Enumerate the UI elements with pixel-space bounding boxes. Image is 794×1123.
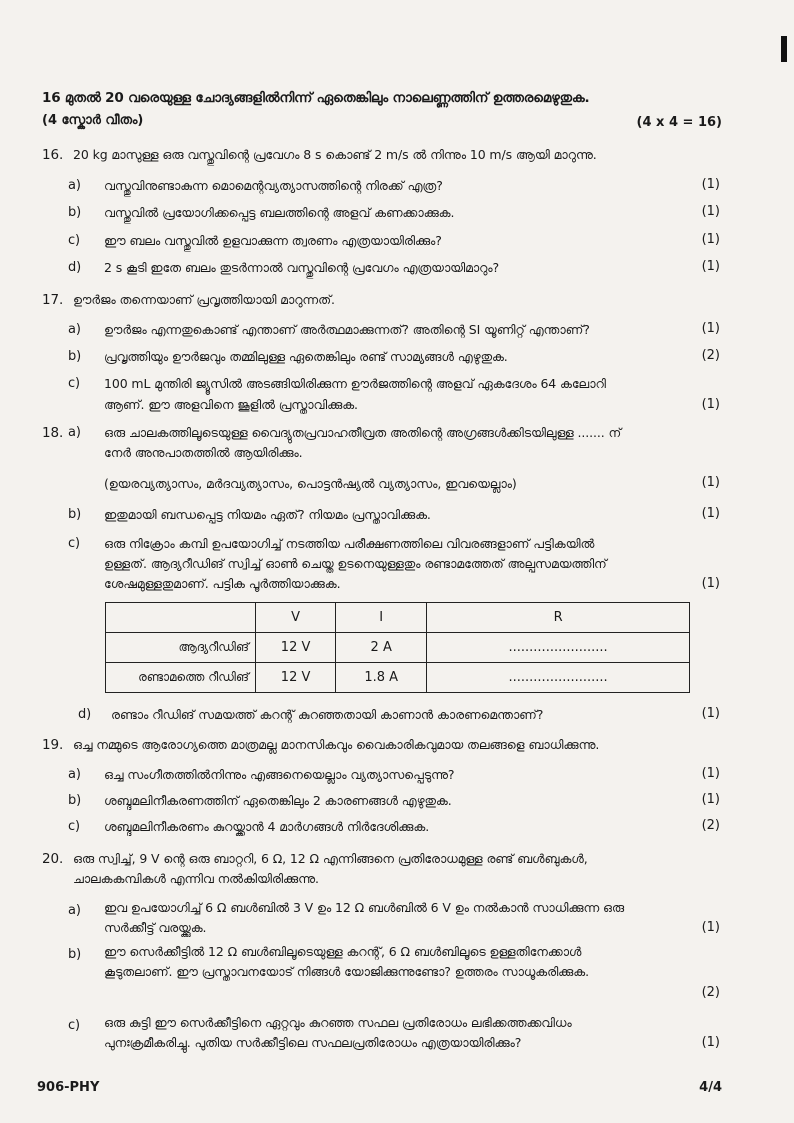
q20c-line1: ഒരു കുട്ടി ഈ സെർക്കീട്ടിനെ ഏറ്റവും കുറഞ്ഞ സഫല പ്രതിരോധം ലഭിക്കത്തക്കവിധം xyxy=(104,1015,572,1030)
q16b-marks: (1) xyxy=(701,204,720,219)
q18b-label: b) xyxy=(68,507,82,522)
q20b-marks: (2) xyxy=(701,985,720,1000)
q18b-text: ഇതുമായി ബന്ധപ്പെട്ട നിയമം ഏത്? നിയമം പ്രസ്താവിക്കുക. xyxy=(104,507,431,522)
q17-number: 17. xyxy=(42,292,64,308)
q19c-label: c) xyxy=(68,819,81,834)
q16c-marks: (1) xyxy=(701,232,720,247)
q16d-marks: (1) xyxy=(701,259,720,274)
q16d-label: d) xyxy=(68,260,82,275)
q16b-label: b) xyxy=(68,205,82,220)
q20b-line1: ഈ സെർക്കീട്ടിൽ 12 Ω ബൾബിലൂടെയുള്ള കറന്റ്, 6 Ω ബൾബിലൂടെ ഉള്ളതിനേക്കാൾ xyxy=(104,944,582,959)
q20a-label: a) xyxy=(68,903,81,918)
q18c-marks: (1) xyxy=(701,576,720,591)
q18c-line3: ശേഷമുള്ളതുമാണ്. പട്ടിക പൂർത്തിയാക്കുക. xyxy=(104,576,341,591)
table-header-r: R xyxy=(427,603,690,633)
page-number: 4/4 xyxy=(699,1080,722,1095)
q17a-label: a) xyxy=(68,322,81,337)
q18a-line1: ഒരു ചാലകത്തിലൂടെയുള്ള വൈദ്യുതപ്രവാഹതീവ്രത അതിന്റെ അഗ്രങ്ങൾക്കിടയിലുള്ള ....... ന് xyxy=(104,425,622,440)
table-cell-r: ........................ xyxy=(427,633,690,663)
q18a-line2: നേർ അനുപാതത്തിൽ ആയിരിക്കും. xyxy=(104,445,303,460)
q19-number: 19. xyxy=(42,737,64,753)
paper-code: 906-PHY xyxy=(37,1080,100,1095)
q19c-text: ശബ്ദമലിനീകരണം കുറയ്ക്കാൻ 4 മാർഗങ്ങൾ നിർദേശിക്കുക. xyxy=(104,819,430,834)
score-note: (4 സ്കോർ വീതം) xyxy=(42,113,144,128)
reading-table xyxy=(105,602,690,693)
q19a-text: ഒച്ച സംഗീതത്തിൽനിന്നും എങ്ങനെയെല്ലാം വ്യത്യാസപ്പെടുന്നു? xyxy=(104,767,455,782)
q17a-marks: (1) xyxy=(701,321,720,336)
table-row-label: രണ്ടാമത്തെ റീഡിങ് xyxy=(106,663,256,693)
q20-stem-line1: ഒരു സ്വിച്ച്, 9 V ന്റെ ഒരു ബാറ്ററി, 6 Ω, 12 Ω എന്നിങ്ങനെ പ്രതിരോധമുള്ള രണ്ട് ബൾബുകൾ, xyxy=(73,851,588,866)
q19a-marks: (1) xyxy=(701,766,720,781)
q17c-line1: 100 mL മുന്തിരി ജ്യൂസിൽ അടങ്ങിയിരിക്കുന്ന ഊർജത്തിന്റെ അളവ് ഏകദേശം 64 കലോറി xyxy=(104,376,606,391)
table-header-i: I xyxy=(336,603,427,633)
q16a-label: a) xyxy=(68,178,81,193)
q18a-options: (ഉയരവ്യത്യാസം, മർദവ്യത്യാസം, പൊട്ടൻഷ്യൽ വ്യത്യാസം, ഇവയെല്ലാം) xyxy=(104,476,517,491)
table-header-row xyxy=(106,603,690,633)
q20a-marks: (1) xyxy=(701,920,720,935)
q17a-text: ഊർജം എന്നതുകൊണ്ട് എന്താണ് അർത്ഥമാക്കുന്നത്? അതിന്റെ SI യൂണിറ്റ് എന്താണ്? xyxy=(104,322,590,337)
q16-stem: 20 kg മാസുള്ള ഒരു വസ്തുവിന്റെ പ്രവേഗം 8 s കൊണ്ട് 2 m/s ൽ നിന്നും 10 m/s ആയി മാറുന്നു. xyxy=(73,147,597,162)
table-row xyxy=(106,663,690,693)
q18c-line2: ഉള്ളത്. ആദ്യറീഡിങ് സ്വിച്ച് ഓൺ ചെയ്ത ഉടനെയുള്ളതും രണ്ടാമത്തേത് അല്പസമയത്തിന് xyxy=(104,556,607,571)
q20b-line2: കൂടുതലാണ്. ഈ പ്രസ്താവനയോട് നിങ്ങൾ യോജിക്കുന്നുണ്ടോ? ഉത്തരം സാധൂകരിക്കുക. xyxy=(104,964,589,979)
q20-stem-line2: ചാലകകമ്പികൾ എന്നിവ നൽകിയിരിക്കുന്നു. xyxy=(73,871,319,886)
table-corner-cell xyxy=(106,603,256,633)
q18b-marks: (1) xyxy=(701,506,720,521)
q20b-label: b) xyxy=(68,947,82,962)
q17b-label: b) xyxy=(68,349,82,364)
q20a-line2: സർക്കീട്ട് വരയ്ക്കുക. xyxy=(104,920,207,935)
q20a-line1: ഇവ ഉപയോഗിച്ച് 6 Ω ബൾബിൽ 3 V ഉം 12 Ω ബൾബിൽ 6 V ഉം നൽകാൻ സാധിക്കുന്ന ഒരു xyxy=(104,900,625,915)
q18-number: 18. xyxy=(42,425,64,441)
table-row xyxy=(106,633,690,663)
table-cell-v: 12 V xyxy=(256,633,336,663)
q18c-line1: ഒരു നിക്രോം കമ്പി ഉപയോഗിച്ച് നടത്തിയ പരീക്ഷണത്തിലെ വിവരങ്ങളാണ് പട്ടികയിൽ xyxy=(104,536,595,551)
total-score: (4 x 4 = 16) xyxy=(636,115,722,130)
q17c-line2: ആണ്. ഈ അളവിനെ ജൂളിൽ പ്രസ്താവിക്കുക. xyxy=(104,397,358,412)
q17c-marks: (1) xyxy=(701,397,720,412)
q20c-marks: (1) xyxy=(701,1035,720,1050)
table-header-v: V xyxy=(256,603,336,633)
table-cell-v: 12 V xyxy=(256,663,336,693)
q19b-text: ശബ്ദമലിനീകരണത്തിന് ഏതെങ്കിലും 2 കാരണങ്ങൾ എഴുതുക. xyxy=(104,793,452,808)
q16d-text: 2 s കൂടി ഇതേ ബലം തുടർന്നാൽ വസ്തുവിന്റെ പ്രവേഗം എത്രയായിമാറും? xyxy=(104,260,500,275)
q18d-marks: (1) xyxy=(701,706,720,721)
q19-stem: ഒച്ച നമ്മുടെ ആരോഗ്യത്തെ മാത്രമല്ല മാനസികവും വൈകാരികവുമായ തലങ്ങളെ ബാധിക്കുന്നു. xyxy=(73,737,600,752)
table-cell-i: 1.8 A xyxy=(336,663,427,693)
q16c-text: ഈ ബലം വസ്തുവിൽ ഉളവാക്കുന്ന ത്വരണം എത്രയായിരിക്കും? xyxy=(104,233,442,248)
q20c-label: c) xyxy=(68,1018,81,1033)
q17b-marks: (2) xyxy=(701,348,720,363)
q16-number: 16. xyxy=(42,147,64,163)
q19b-marks: (1) xyxy=(701,792,720,807)
table-row-label: ആദ്യറീഡിങ് xyxy=(106,633,256,663)
q16a-marks: (1) xyxy=(701,177,720,192)
q19b-label: b) xyxy=(68,793,82,808)
q20-number: 20. xyxy=(42,851,64,867)
q16a-text: വസ്തുവിനുണ്ടാകുന്ന മൊമെന്റവ്യത്യാസത്തിന്റെ നിരക്ക് എത്ര? xyxy=(104,178,443,193)
q18c-label: c) xyxy=(68,536,81,551)
q17b-text: പ്രവൃത്തിയും ഊർജവും തമ്മിലുള്ള ഏതെങ്കിലും രണ്ട് സാമ്യങ്ങൾ എഴുതുക. xyxy=(104,349,508,364)
q16b-text: വസ്തുവിൽ പ്രയോഗിക്കപ്പെട്ട ബലത്തിന്റെ അളവ് കണക്കാക്കുക. xyxy=(104,205,455,220)
q18a-label: a) xyxy=(68,425,81,440)
section-instruction: 16 മുതൽ 20 വരെയുള്ള ചോദ്യങ്ങളിൽനിന്ന് ഏതെങ്കിലും നാലെണ്ണത്തിന് ഉത്തരമെഴുതുക. xyxy=(42,90,590,106)
q19a-label: a) xyxy=(68,767,81,782)
q19c-marks: (2) xyxy=(701,818,720,833)
q20c-line2: പുനഃക്രമീകരിച്ചു. പുതിയ സർക്കീട്ടിലെ സഫലപ്രതിരോധം എത്രയായിരിക്കും? xyxy=(104,1035,522,1050)
q18a-marks: (1) xyxy=(701,475,720,490)
table-cell-r: ........................ xyxy=(427,663,690,693)
q16c-label: c) xyxy=(68,233,81,248)
table-cell-i: 2 A xyxy=(336,633,427,663)
registration-mark xyxy=(781,36,787,62)
q17c-label: c) xyxy=(68,376,81,391)
q18d-label: d) xyxy=(78,707,92,722)
q17-stem: ഊർജം തന്നെയാണ് പ്രവൃത്തിയായി മാറുന്നത്. xyxy=(73,292,335,307)
q18d-text: രണ്ടാം റീഡിങ് സമയത്ത് കറന്റ് കുറഞ്ഞതായി കാണാൻ കാരണമെന്താണ്? xyxy=(111,707,544,722)
